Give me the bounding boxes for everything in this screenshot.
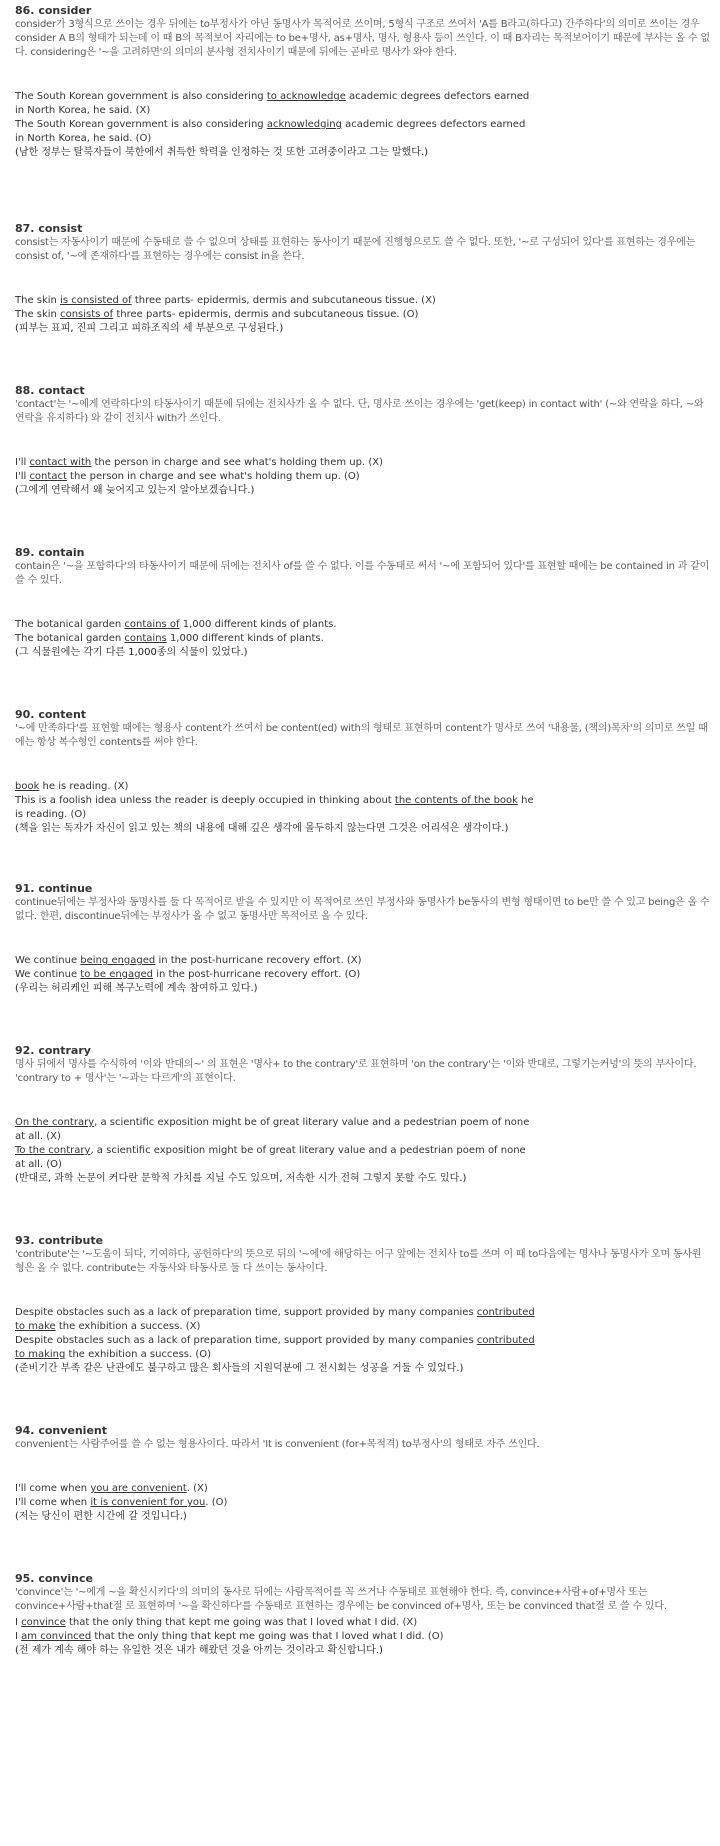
examples: [15, 1306, 535, 1376]
entry-content: [15, 708, 710, 836]
examples: [15, 1482, 655, 1524]
korean-translation: (준비기간 부족 같은 난관에도 불구하고 많은 회사들의 지원덕분에 그 전시회는 성공을 거둘 수 있었다.): [15, 1363, 464, 1374]
example-text: academic degrees defectors earned in North Korea, he said. (X): [15, 91, 530, 116]
example-text: I'll: [15, 471, 30, 482]
example-underlined: contains: [124, 633, 167, 644]
example-text: I: [15, 1631, 22, 1642]
example-underlined: it is convenient for you: [90, 1497, 206, 1508]
example-underlined: contains of: [124, 619, 180, 630]
example-text: I'll: [15, 457, 30, 468]
example-text: . (X): [186, 1483, 208, 1494]
example-underlined: am convinced: [21, 1631, 92, 1642]
example-text: academic degrees defectors earned in North Korea, he said. (O): [15, 119, 526, 144]
example-text: three parts- epidermis, dermis and subcutaneous tissue. (O): [113, 309, 419, 320]
example-correct: [15, 794, 535, 822]
example-underlined: book: [15, 781, 40, 792]
example-underlined: contributed to make: [15, 1307, 535, 1332]
example-correct: [15, 118, 535, 146]
examples: [15, 780, 535, 836]
example-correct: [15, 470, 655, 484]
korean-translation: (남한 정부는 탈북자들이 북한에서 취득한 학력을 인정하는 것 또한 고려중이라고 그는 말했다.): [15, 147, 429, 158]
example-underlined: convince: [21, 1617, 66, 1628]
example-wrong: [15, 294, 655, 308]
example-text: the person in charge and see what's holding them up. (O): [66, 471, 360, 482]
example-correct: [15, 1144, 535, 1172]
entry-contribute: [15, 1234, 710, 1376]
example-text: , a scientific exposition might be of great literary value and a pedestrian poem of none at all. (O): [15, 1145, 526, 1170]
korean-translation: (전 제가 계속 해야 하는 유일한 것은 내가 해왔던 것을 아끼는 것이라고 확신합니다.): [15, 1645, 383, 1656]
example-text: I'll come when: [15, 1483, 91, 1494]
entry-description: 'convince'는 '~에게 ~을 확신시키다'의 의미의 동사로 뒤에는 사람목적어를 꼭 쓰거나 수동태로 표현해야 한다. 즉, convince+사람+of+명사 또는 convince+사람+that절 로 표현하며 '~을 확신하다'를 수동태로 표현하는 경우에는 be convinced of+명사, 또는 be convinced that절 로 쓸 수 있다.: [15, 1587, 667, 1612]
example-text: The botanical garden: [15, 619, 125, 630]
example-text: he is reading. (O): [15, 795, 534, 820]
example-underlined: To the contrary: [15, 1145, 91, 1156]
entry-contact: [15, 384, 710, 498]
example-underlined: to acknowledge: [266, 91, 346, 102]
example-text: the exhibition a success. (X): [55, 1321, 201, 1332]
example-text: I'll come when: [15, 1497, 91, 1508]
example-wrong: [15, 954, 655, 968]
korean-translation: (그에게 연락해서 왜 늦어지고 있는지 알아보겠습니다.): [15, 485, 255, 496]
example-text: Despite obstacles such as a lack of preparation time, support provided by many companies: [15, 1335, 477, 1346]
example-underlined: you are convenient: [90, 1483, 187, 1494]
example-text: The South Korean government is also considering: [15, 91, 267, 102]
entry-convince: [15, 1572, 710, 1658]
example-text: This is a foolish idea unless the reader is deeply occupied in thinking about: [15, 795, 395, 806]
entry-title: 88. contact: [15, 384, 85, 397]
example-text: three parts- epidermis, dermis and subcutaneous tissue. (X): [131, 295, 436, 306]
example-text: the person in charge and see what's holding them up. (X): [91, 457, 384, 468]
example-text: in the post-hurricane recovery effort. (O): [153, 969, 361, 980]
entry-convenient: [15, 1424, 710, 1524]
korean-translation: (저는 당신이 편한 시간에 갈 것입니다.): [15, 1511, 187, 1522]
entry-description: continue뒤에는 부정사와 동명사를 둘 다 목적어로 받을 수 있지만 이 목적어로 쓰인 부정사와 동명사가 be동사의 변형 형태이면 to be만 쓸 수 있고 being은 올 수 없다. 한편, discontinue뒤에는 부정사가 올 수 없고 동명사만 목적어로 올 수 있다.: [15, 897, 710, 922]
entry-title: 94. convenient: [15, 1424, 108, 1437]
example-wrong: [15, 456, 655, 470]
example-text: The skin: [15, 295, 61, 306]
entry-consider: [15, 4, 710, 160]
example-underlined: consists of: [60, 309, 114, 320]
korean-translation: (그 식물원에는 각기 다른 1,000종의 식물이 있었다.): [15, 647, 248, 658]
entry-contrary: [15, 1044, 710, 1186]
entry-description: consist는 자동사이기 때문에 수동태로 쓸 수 없으며 상태를 표현하는 동사이기 때문에 진행형으로도 쓸 수 없다. 또한, '~로 구성되어 있다'를 표현하는 경우에는 consist of, '~에 존재하다'를 표현하는 경우에는 consist in을 쓴다.: [15, 237, 696, 262]
entry-title: 86. consider: [15, 4, 92, 17]
example-text: that the only thing that kept me going was that I loved what I did. (X): [65, 1617, 418, 1628]
example-text: the exhibition a success. (O): [65, 1349, 212, 1360]
example-underlined: the contents of the book: [394, 795, 518, 806]
entry-title: 89. contain: [15, 546, 85, 559]
example-text: in the post-hurricane recovery effort. (X): [155, 955, 362, 966]
example-text: 1,000 different kinds of plants.: [179, 619, 337, 630]
example-text: , a scientific exposition might be of great literary value and a pedestrian poem of none at all. (X): [15, 1117, 530, 1142]
example-wrong: [15, 780, 535, 794]
korean-translation: (우리는 허리케인 피해 복구노력에 계속 참여하고 있다.): [15, 983, 258, 994]
examples: [15, 90, 535, 160]
entry-title: 87. consist: [15, 222, 83, 235]
example-underlined: to be engaged: [80, 969, 154, 980]
entry-description: 'contact'는 '~에게 연락하다'의 타동사이기 때문에 뒤에는 전치사가 올 수 없다. 단, 명사로 쓰이는 경우에는 'get(keep) in contact with' (~와 연락을 하다, ~와 연락을 유지하다) 와 같이 전치사 with가 쓰인다.: [15, 399, 704, 424]
example-underlined: contact with: [29, 457, 92, 468]
example-text: We continue: [15, 955, 81, 966]
example-underlined: acknowledging: [266, 119, 342, 130]
examples: [15, 1616, 655, 1658]
entry-title: 92. contrary: [15, 1044, 91, 1057]
example-text: We continue: [15, 969, 81, 980]
example-wrong: [15, 1482, 655, 1496]
example-underlined: contributed to making: [15, 1335, 535, 1360]
entry-description: consider가 3형식으로 쓰이는 경우 뒤에는 to부정사가 아닌 동명사가 목적어로 쓰이며, 5형식 구조로 쓰여서 'A를 B라고(하다고) 간주하다'의 의미로 쓰이는 경우 consider A B의 형태가 되는데 이 때 B의 목적보어 자리에는 to be+명사, as+명사, 명사, 형용사 등이 쓰인다. 이 때 B자리는 목적보어이기 때문에 부사는 올 수 없다. considering은 '~을 고려하면'의 의미의 분사형 전치사이기 때문에 뒤에는 곧바로 명사가 와야 한다.: [15, 19, 710, 58]
examples: [15, 954, 655, 996]
korean-translation: (책을 읽는 독자가 자신이 읽고 있는 책의 내용에 대해 깊은 생각에 몰두하지 않는다면 그것은 어리석은 생각이다.): [15, 823, 509, 834]
examples: [15, 456, 655, 498]
entry-title: 91. continue: [15, 882, 93, 895]
example-wrong: [15, 1616, 655, 1630]
example-text: he is reading. (X): [39, 781, 129, 792]
entry-description: contain은 '~을 포함하다'의 타동사이기 때문에 뒤에는 전치사 of를 쓸 수 없다. 이를 수동태로 써서 '~에 포함되어 있다'를 표현할 때에는 be contained in 과 같이 쓸 수 있다.: [15, 561, 710, 586]
example-correct: [15, 1334, 535, 1362]
examples: [15, 1116, 535, 1186]
entry-consist: [15, 222, 710, 336]
entry-contain: [15, 546, 710, 660]
entry-title: 95. convince: [15, 1572, 93, 1585]
example-wrong: [15, 1306, 535, 1334]
example-correct: [15, 308, 655, 322]
example-text: The South Korean government is also considering: [15, 119, 267, 130]
entry-title: 93. contribute: [15, 1234, 104, 1247]
example-correct: [15, 1496, 655, 1510]
examples: [15, 618, 655, 660]
korean-translation: (반대로, 과학 논문이 커다란 문학적 가치를 지닐 수도 있으며, 저속한 시가 전혀 그렇지 못할 수도 있다.): [15, 1173, 467, 1184]
example-wrong: [15, 1116, 535, 1144]
example-correct: [15, 968, 655, 982]
entry-description: convenient는 사람주어를 쓸 수 없는 형용사이다. 따라서 'It is convenient (for+목적격) to부정사'의 형태로 자주 쓰인다.: [15, 1439, 540, 1450]
example-underlined: contact: [29, 471, 67, 482]
entry-title: 90. content: [15, 708, 87, 721]
entry-description: '~에 만족하다'를 표현할 때에는 형용사 content가 쓰여서 be content(ed) with의 형태로 표현하며 content가 명사로 쓰여 '내용물, (책의)목차'의 의미로 쓰일 때에는 항상 복수형인 contents를 써야 한다.: [15, 723, 708, 748]
example-text: The skin: [15, 309, 61, 320]
example-text: I: [15, 1617, 22, 1628]
example-text: Despite obstacles such as a lack of preparation time, support provided by many companies: [15, 1307, 477, 1318]
example-correct: [15, 632, 655, 646]
example-text: that the only thing that kept me going was that I loved what I did. (O): [91, 1631, 444, 1642]
entry-description: 'contribute'는 '~도움이 되다, 기여하다, 공헌하다'의 뜻으로 뒤의 '~에'에 해당하는 어구 앞에는 전치사 to를 쓰며 이 때 to다음에는 명사나 동명사가 오며 동사원형은 올 수 없다. contribute는 자동사와 타동사로 둘 다 쓰이는 동사이다.: [15, 1249, 702, 1274]
example-underlined: is consisted of: [60, 295, 132, 306]
example-wrong: [15, 618, 655, 632]
example-text: . (O): [205, 1497, 228, 1508]
korean-translation: (피부는 표피, 진피 그리고 피하조직의 세 부분으로 구성된다.): [15, 323, 284, 334]
example-text: 1,000 different kinds of plants.: [166, 633, 324, 644]
entry-continue: [15, 882, 710, 996]
example-underlined: On the contrary: [15, 1117, 95, 1128]
example-wrong: [15, 90, 535, 118]
entry-description: 명사 뒤에서 명사를 수식하여 '이와 반대의~' 의 표현은 '명사+ to the contrary'로 표현하며 'on the contrary'는 '이와 반대로, 그렇기는커녕'의 뜻의 부사이다. 'contrary to + 명사'는 '~과는 다르게'의 표현이다.: [15, 1059, 697, 1084]
examples: [15, 294, 655, 336]
example-correct: [15, 1630, 655, 1644]
example-underlined: being engaged: [80, 955, 156, 966]
example-text: The botanical garden: [15, 633, 125, 644]
